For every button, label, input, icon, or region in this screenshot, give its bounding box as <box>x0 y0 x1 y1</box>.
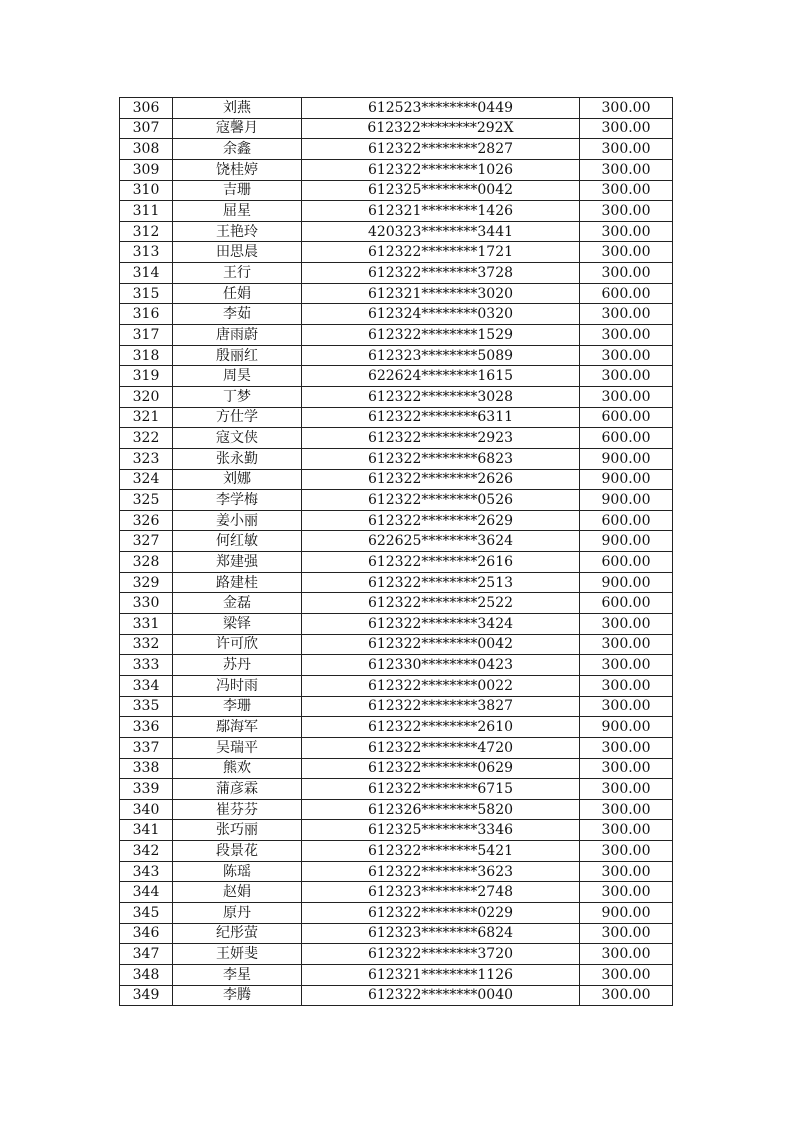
row-number-cell: 346 <box>120 923 173 944</box>
amount-cell: 300.00 <box>580 98 673 119</box>
id-number-cell: 612322********6715 <box>302 779 580 800</box>
name-cell: 刘娜 <box>173 469 302 490</box>
name-cell: 李腾 <box>173 985 302 1006</box>
table-row <box>120 841 673 862</box>
table-row <box>120 448 673 469</box>
id-number-cell: 612322********0040 <box>302 985 580 1006</box>
id-number-cell: 612322********2626 <box>302 469 580 490</box>
row-number-cell: 349 <box>120 985 173 1006</box>
table-row <box>120 283 673 304</box>
table-row <box>120 118 673 139</box>
name-cell: 姜小丽 <box>173 510 302 531</box>
name-cell: 路建桂 <box>173 572 302 593</box>
amount-cell: 300.00 <box>580 325 673 346</box>
id-number-cell: 612322********0629 <box>302 758 580 779</box>
id-number-cell: 612330********0423 <box>302 655 580 676</box>
row-number-cell: 314 <box>120 263 173 284</box>
table-row <box>120 159 673 180</box>
name-cell: 何红敏 <box>173 531 302 552</box>
amount-cell: 300.00 <box>580 159 673 180</box>
table-row <box>120 779 673 800</box>
name-cell: 崔芬芬 <box>173 799 302 820</box>
id-number-cell: 612322********4720 <box>302 737 580 758</box>
id-number-cell: 612322********2629 <box>302 510 580 531</box>
name-cell: 任娟 <box>173 283 302 304</box>
row-number-cell: 313 <box>120 242 173 263</box>
name-cell: 冯时雨 <box>173 675 302 696</box>
row-number-cell: 320 <box>120 386 173 407</box>
row-number-cell: 323 <box>120 448 173 469</box>
name-cell: 殷丽红 <box>173 345 302 366</box>
row-number-cell: 326 <box>120 510 173 531</box>
id-number-cell: 612326********5820 <box>302 799 580 820</box>
name-cell: 苏丹 <box>173 655 302 676</box>
id-number-cell: 612321********3020 <box>302 283 580 304</box>
id-number-cell: 612322********2610 <box>302 717 580 738</box>
row-number-cell: 342 <box>120 841 173 862</box>
name-cell: 屈星 <box>173 201 302 222</box>
table-row <box>120 737 673 758</box>
table-row <box>120 717 673 738</box>
table-row <box>120 758 673 779</box>
row-number-cell: 348 <box>120 964 173 985</box>
table-row <box>120 180 673 201</box>
row-number-cell: 318 <box>120 345 173 366</box>
row-number-cell: 335 <box>120 696 173 717</box>
row-number-cell: 333 <box>120 655 173 676</box>
amount-cell: 900.00 <box>580 902 673 923</box>
id-number-cell: 612322********3720 <box>302 944 580 965</box>
row-number-cell: 311 <box>120 201 173 222</box>
row-number-cell: 322 <box>120 428 173 449</box>
id-number-cell: 612322********292X <box>302 118 580 139</box>
id-number-cell: 612323********2748 <box>302 882 580 903</box>
name-cell: 吴瑞平 <box>173 737 302 758</box>
name-cell: 蒲彦霖 <box>173 779 302 800</box>
row-number-cell: 328 <box>120 552 173 573</box>
row-number-cell: 343 <box>120 861 173 882</box>
row-number-cell: 341 <box>120 820 173 841</box>
id-number-cell: 612523********0449 <box>302 98 580 119</box>
id-number-cell: 612322********0022 <box>302 675 580 696</box>
id-number-cell: 612322********3424 <box>302 614 580 635</box>
amount-cell: 300.00 <box>580 799 673 820</box>
id-number-cell: 612322********3728 <box>302 263 580 284</box>
amount-cell: 600.00 <box>580 552 673 573</box>
amount-cell: 900.00 <box>580 490 673 511</box>
table-row <box>120 345 673 366</box>
table-row <box>120 490 673 511</box>
table-row <box>120 572 673 593</box>
table-row <box>120 593 673 614</box>
amount-cell: 300.00 <box>580 923 673 944</box>
row-number-cell: 327 <box>120 531 173 552</box>
id-number-cell: 612323********5089 <box>302 345 580 366</box>
row-number-cell: 309 <box>120 159 173 180</box>
id-number-cell: 612324********0320 <box>302 304 580 325</box>
amount-cell: 300.00 <box>580 614 673 635</box>
row-number-cell: 338 <box>120 758 173 779</box>
id-number-cell: 612325********3346 <box>302 820 580 841</box>
amount-cell: 300.00 <box>580 737 673 758</box>
amount-cell: 300.00 <box>580 758 673 779</box>
id-number-cell: 612322********2923 <box>302 428 580 449</box>
table-row <box>120 510 673 531</box>
table-row <box>120 820 673 841</box>
id-number-cell: 612321********1126 <box>302 964 580 985</box>
table-row <box>120 655 673 676</box>
name-cell: 梁铎 <box>173 614 302 635</box>
name-cell: 方仕学 <box>173 407 302 428</box>
id-number-cell: 612325********0042 <box>302 180 580 201</box>
name-cell: 张永勤 <box>173 448 302 469</box>
amount-cell: 600.00 <box>580 428 673 449</box>
amount-cell: 600.00 <box>580 407 673 428</box>
amount-cell: 300.00 <box>580 696 673 717</box>
name-cell: 田思晨 <box>173 242 302 263</box>
id-number-cell: 612322********2522 <box>302 593 580 614</box>
id-number-cell: 612322********1721 <box>302 242 580 263</box>
name-cell: 王行 <box>173 263 302 284</box>
name-cell: 李茹 <box>173 304 302 325</box>
amount-cell: 900.00 <box>580 531 673 552</box>
table-row <box>120 861 673 882</box>
amount-cell: 300.00 <box>580 304 673 325</box>
amount-cell: 600.00 <box>580 593 673 614</box>
name-cell: 吉珊 <box>173 180 302 201</box>
table-row <box>120 407 673 428</box>
id-number-cell: 612322********3028 <box>302 386 580 407</box>
row-number-cell: 306 <box>120 98 173 119</box>
id-number-cell: 612322********2616 <box>302 552 580 573</box>
name-cell: 金磊 <box>173 593 302 614</box>
name-cell: 赵娟 <box>173 882 302 903</box>
row-number-cell: 321 <box>120 407 173 428</box>
name-cell: 张巧丽 <box>173 820 302 841</box>
table-row <box>120 985 673 1006</box>
id-number-cell: 612323********6824 <box>302 923 580 944</box>
table-row <box>120 366 673 387</box>
id-number-cell: 612322********0042 <box>302 634 580 655</box>
amount-cell: 900.00 <box>580 717 673 738</box>
amount-cell: 600.00 <box>580 510 673 531</box>
name-cell: 李星 <box>173 964 302 985</box>
row-number-cell: 307 <box>120 118 173 139</box>
name-cell: 鄢海军 <box>173 717 302 738</box>
table-row <box>120 696 673 717</box>
table-row <box>120 944 673 965</box>
amount-cell: 300.00 <box>580 180 673 201</box>
row-number-cell: 345 <box>120 902 173 923</box>
amount-cell: 300.00 <box>580 201 673 222</box>
table-row <box>120 531 673 552</box>
name-cell: 郑建强 <box>173 552 302 573</box>
amount-cell: 300.00 <box>580 345 673 366</box>
name-cell: 纪彤萤 <box>173 923 302 944</box>
name-cell: 饶桂婷 <box>173 159 302 180</box>
name-cell: 周昊 <box>173 366 302 387</box>
table-row <box>120 428 673 449</box>
table-row <box>120 882 673 903</box>
name-cell: 许可欣 <box>173 634 302 655</box>
row-number-cell: 340 <box>120 799 173 820</box>
id-number-cell: 622625********3624 <box>302 531 580 552</box>
id-number-cell: 612322********6311 <box>302 407 580 428</box>
amount-cell: 300.00 <box>580 366 673 387</box>
id-number-cell: 612322********3623 <box>302 861 580 882</box>
row-number-cell: 331 <box>120 614 173 635</box>
amount-cell: 300.00 <box>580 820 673 841</box>
row-number-cell: 315 <box>120 283 173 304</box>
row-number-cell: 332 <box>120 634 173 655</box>
id-number-cell: 622624********1615 <box>302 366 580 387</box>
name-cell: 段景花 <box>173 841 302 862</box>
amount-cell: 300.00 <box>580 985 673 1006</box>
amount-cell: 600.00 <box>580 283 673 304</box>
row-number-cell: 347 <box>120 944 173 965</box>
table-row <box>120 304 673 325</box>
row-number-cell: 334 <box>120 675 173 696</box>
name-cell: 李学梅 <box>173 490 302 511</box>
row-number-cell: 316 <box>120 304 173 325</box>
id-number-cell: 612322********2827 <box>302 139 580 160</box>
row-number-cell: 325 <box>120 490 173 511</box>
row-number-cell: 312 <box>120 221 173 242</box>
amount-cell: 300.00 <box>580 221 673 242</box>
table-row <box>120 325 673 346</box>
amount-cell: 300.00 <box>580 841 673 862</box>
name-cell: 寇文侠 <box>173 428 302 449</box>
subsidy-list-table <box>119 97 673 1006</box>
name-cell: 寇馨月 <box>173 118 302 139</box>
name-cell: 余鑫 <box>173 139 302 160</box>
row-number-cell: 339 <box>120 779 173 800</box>
name-cell: 熊欢 <box>173 758 302 779</box>
table-row <box>120 799 673 820</box>
table-row <box>120 923 673 944</box>
id-number-cell: 612322********3827 <box>302 696 580 717</box>
amount-cell: 300.00 <box>580 882 673 903</box>
table-row <box>120 386 673 407</box>
row-number-cell: 324 <box>120 469 173 490</box>
id-number-cell: 612322********0526 <box>302 490 580 511</box>
amount-cell: 300.00 <box>580 263 673 284</box>
id-number-cell: 420323********3441 <box>302 221 580 242</box>
amount-cell: 300.00 <box>580 655 673 676</box>
amount-cell: 300.00 <box>580 779 673 800</box>
name-cell: 原丹 <box>173 902 302 923</box>
name-cell: 刘燕 <box>173 98 302 119</box>
table-row <box>120 98 673 119</box>
amount-cell: 900.00 <box>580 469 673 490</box>
row-number-cell: 308 <box>120 139 173 160</box>
name-cell: 唐雨蔚 <box>173 325 302 346</box>
amount-cell: 900.00 <box>580 448 673 469</box>
amount-cell: 900.00 <box>580 572 673 593</box>
table-row <box>120 614 673 635</box>
amount-cell: 300.00 <box>580 944 673 965</box>
table-row <box>120 902 673 923</box>
row-number-cell: 337 <box>120 737 173 758</box>
row-number-cell: 329 <box>120 572 173 593</box>
name-cell: 陈瑶 <box>173 861 302 882</box>
id-number-cell: 612322********2513 <box>302 572 580 593</box>
table-row <box>120 263 673 284</box>
amount-cell: 300.00 <box>580 861 673 882</box>
name-cell: 丁梦 <box>173 386 302 407</box>
row-number-cell: 330 <box>120 593 173 614</box>
table-row <box>120 221 673 242</box>
name-cell: 李珊 <box>173 696 302 717</box>
row-number-cell: 344 <box>120 882 173 903</box>
table-row <box>120 634 673 655</box>
amount-cell: 300.00 <box>580 386 673 407</box>
id-number-cell: 612322********6823 <box>302 448 580 469</box>
id-number-cell: 612322********5421 <box>302 841 580 862</box>
id-number-cell: 612322********0229 <box>302 902 580 923</box>
amount-cell: 300.00 <box>580 675 673 696</box>
amount-cell: 300.00 <box>580 634 673 655</box>
amount-cell: 300.00 <box>580 964 673 985</box>
table-row <box>120 242 673 263</box>
id-number-cell: 612322********1026 <box>302 159 580 180</box>
row-number-cell: 317 <box>120 325 173 346</box>
row-number-cell: 319 <box>120 366 173 387</box>
table-row <box>120 552 673 573</box>
table-row <box>120 964 673 985</box>
row-number-cell: 310 <box>120 180 173 201</box>
table-row <box>120 469 673 490</box>
table-row <box>120 139 673 160</box>
id-number-cell: 612321********1426 <box>302 201 580 222</box>
table-row <box>120 675 673 696</box>
amount-cell: 300.00 <box>580 139 673 160</box>
id-number-cell: 612322********1529 <box>302 325 580 346</box>
amount-cell: 300.00 <box>580 118 673 139</box>
name-cell: 王艳玲 <box>173 221 302 242</box>
table-row <box>120 201 673 222</box>
name-cell: 王妍斐 <box>173 944 302 965</box>
row-number-cell: 336 <box>120 717 173 738</box>
amount-cell: 300.00 <box>580 242 673 263</box>
table-body <box>120 98 673 1006</box>
